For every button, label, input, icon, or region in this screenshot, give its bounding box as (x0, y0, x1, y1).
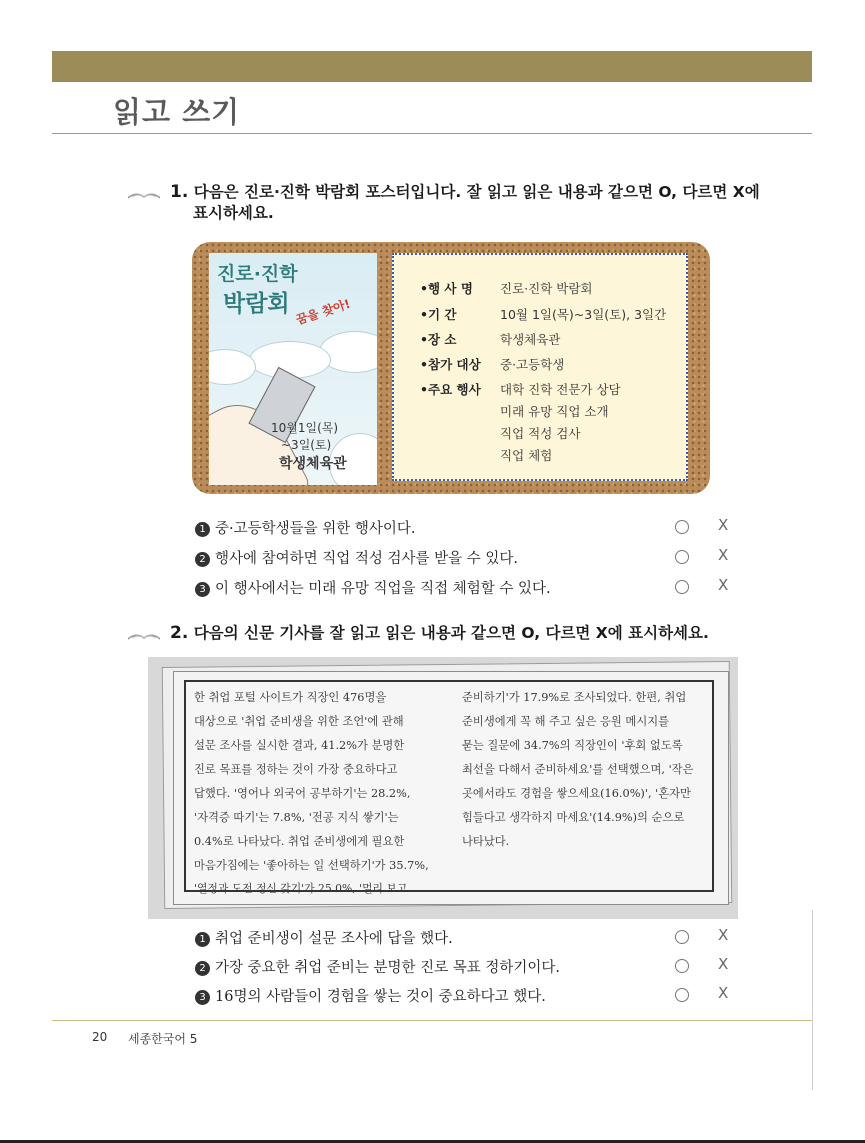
article-line: 나타났다. (462, 835, 510, 848)
article-line: 대상으로 '취업 준비생을 위한 조언'에 관해 (194, 715, 404, 728)
poster-slogan: 꿈을 찾아! (294, 296, 352, 328)
article-line: 진로 목표를 정하는 것이 가장 중요하다고 (194, 763, 398, 776)
article-line: 마음가짐에는 '좋아하는 일 선택하기'가 35.7%, (194, 859, 429, 872)
question-text: 다음의 신문 기사를 잘 읽고 읽은 내용과 같으면 O, 다르면 X에 표시하세요. (193, 624, 709, 642)
o-mark-button[interactable] (675, 520, 689, 534)
x-mark-button[interactable]: X (718, 955, 729, 973)
question-2-title (170, 623, 709, 644)
question-text: 다음은 진로·진학 박람회 포스터입니다. 잘 읽고 읽은 내용과 같으면 O, 다르면 X에 (193, 183, 760, 201)
question-number: 1. (170, 182, 189, 202)
poster-date-2: ~3일(토) (281, 438, 332, 452)
article-line: 답했다. '영어나 외국어 공부하기'는 28.2%, (194, 787, 411, 800)
article-line: '자격증 따기'는 7.8%, '전공 지식 쌓기'는 (194, 811, 399, 824)
o-mark-button[interactable] (675, 550, 689, 564)
info-value: 직업 체험 (500, 448, 553, 463)
o-mark-button[interactable] (675, 959, 689, 973)
footer-divider (52, 1020, 812, 1021)
x-mark-button[interactable]: X (718, 516, 729, 534)
info-label: •기 간 (420, 307, 457, 322)
section-title: 읽고 쓰기 (113, 95, 241, 129)
article-line: 준비하기'가 17.9%로 조사되었다. 한편, 취업 (462, 691, 687, 704)
statement-item: 3 이 행사에서는 미래 유망 직업을 직접 체험할 수 있다. (195, 577, 551, 598)
info-value: 학생체육관 (500, 332, 561, 347)
article-line: 0.4%로 나타났다. 취업 준비생에게 필요한 (194, 835, 405, 848)
article-line: '열정과 도전 정신 갖기'가 25.0%, '멀리 보고 (194, 882, 408, 895)
o-mark-button[interactable] (675, 930, 689, 944)
info-value: 10월 1일(목)~3일(토), 3일간 (500, 307, 667, 322)
info-label: •참가 대상 (420, 357, 481, 372)
info-label: •장 소 (420, 332, 457, 347)
poster-title-2: 박람회 (223, 291, 290, 317)
info-value: 중·고등학생 (500, 357, 565, 372)
article-line: 최선을 다해서 준비하세요'를 선택했으며, '작은 (462, 763, 694, 776)
o-mark-button[interactable] (675, 988, 689, 1002)
statement-item: 3 16명의 사람들이 경험을 쌓는 것이 중요하다고 했다. (195, 985, 546, 1006)
statement-item: 1 취업 준비생이 설문 조사에 답을 했다. (195, 927, 453, 948)
info-value: 직업 적성 검사 (500, 426, 581, 441)
info-value: 진로·진학 박람회 (500, 281, 593, 296)
book-title: 세종한국어 5 (128, 1032, 198, 1046)
info-value: 대학 진학 전문가 상담 (500, 382, 621, 397)
info-label: •주요 행사 (420, 382, 481, 397)
fair-poster (209, 253, 377, 485)
article-line: 준비생에게 꼭 해 주고 싶은 응원 메시지를 (462, 715, 670, 728)
o-mark-button[interactable] (675, 580, 689, 594)
poster-venue: 학생체육관 (279, 456, 347, 472)
statement-item: 1 중·고등학생들을 위한 행사이다. (195, 517, 416, 538)
poster-date-1: 10월1일(목) (271, 421, 339, 435)
question-text-cont: 표시하세요. (193, 204, 274, 222)
article-line: 한 취업 포털 사이트가 직장인 476명을 (194, 691, 387, 704)
x-mark-button[interactable]: X (718, 546, 729, 564)
x-mark-button[interactable]: X (718, 984, 729, 1002)
open-book-icon (128, 630, 160, 640)
margin-line (812, 910, 813, 1090)
question-1-title (170, 182, 760, 224)
header-bar (52, 51, 812, 82)
statement-item: 2 행사에 참여하면 직업 적성 검사를 받을 수 있다. (195, 547, 518, 568)
article-line: 설문 조사를 실시한 결과, 41.2%가 분명한 (194, 739, 405, 752)
page-number: 20 (92, 1030, 108, 1044)
article-line: 묻는 질문에 34.7%의 직장인이 '후회 없도록 (462, 739, 683, 752)
title-divider (52, 133, 812, 134)
info-value: 미래 유망 직업 소개 (500, 404, 609, 419)
x-mark-button[interactable]: X (718, 926, 729, 944)
open-book-icon (128, 189, 160, 199)
poster-title-1: 진로·진학 (217, 263, 298, 285)
article-line: 힘들다고 생각하지 마세요'(14.9%)의 순으로 (462, 811, 685, 824)
article-line: 곳에서라도 경험을 쌓으세요(16.0%)', '혼자만 (462, 787, 691, 800)
x-mark-button[interactable]: X (718, 576, 729, 594)
question-number: 2. (170, 623, 189, 643)
statement-item: 2 가장 중요한 취업 준비는 분명한 진로 목표 정하기이다. (195, 956, 560, 977)
info-label: •행 사 명 (420, 281, 473, 296)
